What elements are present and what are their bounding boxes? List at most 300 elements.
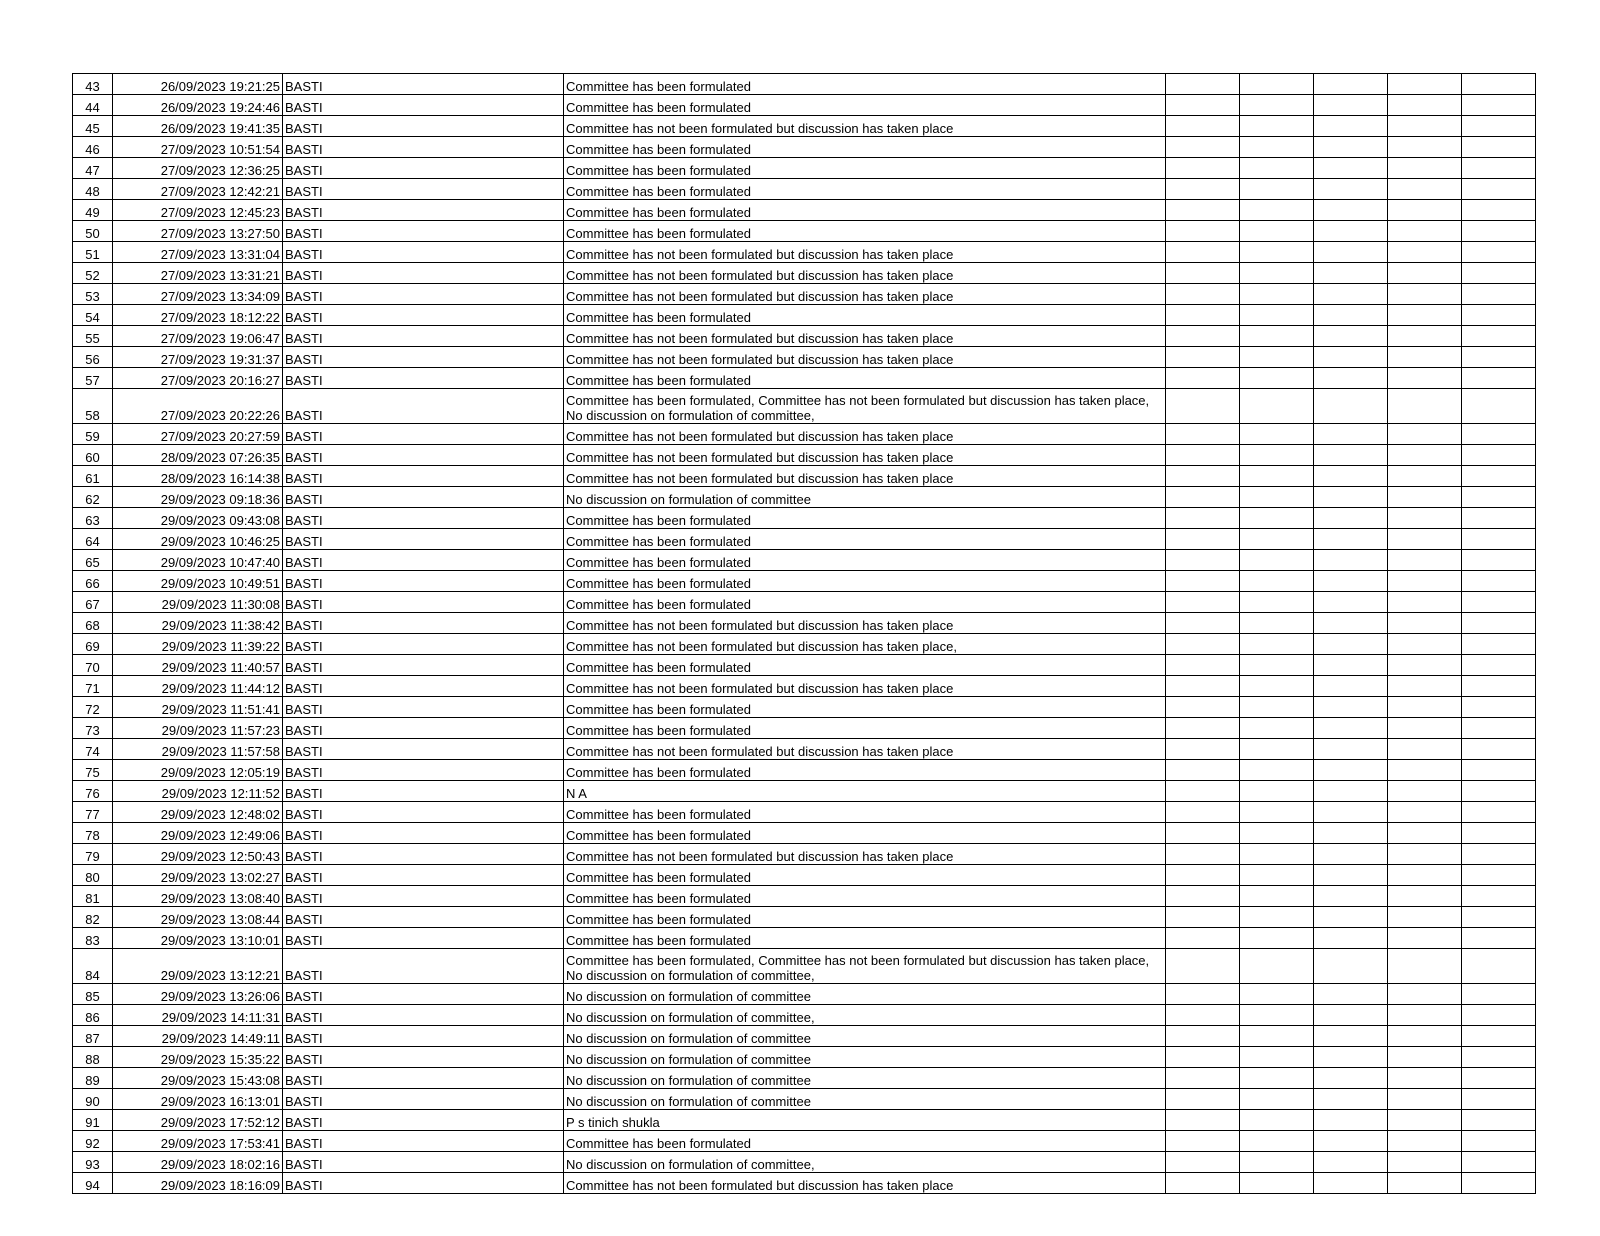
- row-empty-cell: [1462, 1089, 1536, 1110]
- row-empty-cell: [1388, 781, 1462, 802]
- row-empty-cell: [1240, 158, 1314, 179]
- row-empty-cell: [1166, 928, 1240, 949]
- row-district: BASTI: [283, 1047, 564, 1068]
- row-empty-cell: [1462, 424, 1536, 445]
- row-serial-number: 59: [73, 424, 113, 445]
- row-empty-cell: [1166, 802, 1240, 823]
- row-empty-cell: [1314, 697, 1388, 718]
- row-response: Committee has been formulated: [564, 508, 1166, 529]
- row-empty-cell: [1462, 1110, 1536, 1131]
- row-empty-cell: [1388, 445, 1462, 466]
- row-empty-cell: [1462, 1005, 1536, 1026]
- row-empty-cell: [1462, 137, 1536, 158]
- row-empty-cell: [1462, 739, 1536, 760]
- table-row: [73, 592, 1536, 613]
- row-empty-cell: [1240, 634, 1314, 655]
- row-timestamp: 26/09/2023 19:24:46: [113, 95, 283, 116]
- row-empty-cell: [1462, 445, 1536, 466]
- row-response: Committee has not been formulated but discussion has taken place,: [564, 634, 1166, 655]
- row-empty-cell: [1462, 1152, 1536, 1173]
- row-response: No discussion on formulation of committee: [564, 1089, 1166, 1110]
- table-row: [73, 823, 1536, 844]
- row-empty-cell: [1166, 1005, 1240, 1026]
- row-empty-cell: [1462, 1047, 1536, 1068]
- row-empty-cell: [1462, 242, 1536, 263]
- row-empty-cell: [1388, 655, 1462, 676]
- table-row: [73, 263, 1536, 284]
- row-empty-cell: [1240, 1026, 1314, 1047]
- row-response: Committee has not been formulated but discussion has taken place: [564, 263, 1166, 284]
- row-empty-cell: [1314, 823, 1388, 844]
- row-empty-cell: [1314, 1173, 1388, 1194]
- row-empty-cell: [1388, 1068, 1462, 1089]
- row-serial-number: 81: [73, 886, 113, 907]
- row-empty-cell: [1314, 1047, 1388, 1068]
- row-timestamp: 29/09/2023 14:11:31: [113, 1005, 283, 1026]
- row-timestamp: 29/09/2023 12:11:52: [113, 781, 283, 802]
- table-row: [73, 1047, 1536, 1068]
- row-empty-cell: [1240, 823, 1314, 844]
- row-timestamp: 29/09/2023 11:51:41: [113, 697, 283, 718]
- row-district: BASTI: [283, 1005, 564, 1026]
- row-empty-cell: [1240, 466, 1314, 487]
- row-empty-cell: [1240, 263, 1314, 284]
- row-timestamp: 29/09/2023 11:57:23: [113, 718, 283, 739]
- row-empty-cell: [1240, 389, 1314, 424]
- row-district: BASTI: [283, 424, 564, 445]
- row-empty-cell: [1388, 928, 1462, 949]
- table-row: [73, 634, 1536, 655]
- row-timestamp: 29/09/2023 12:50:43: [113, 844, 283, 865]
- row-response: Committee has been formulated: [564, 550, 1166, 571]
- row-timestamp: 26/09/2023 19:41:35: [113, 116, 283, 137]
- row-district: BASTI: [283, 529, 564, 550]
- row-empty-cell: [1166, 550, 1240, 571]
- row-serial-number: 75: [73, 760, 113, 781]
- row-empty-cell: [1314, 613, 1388, 634]
- row-empty-cell: [1388, 1131, 1462, 1152]
- row-empty-cell: [1166, 200, 1240, 221]
- row-district: BASTI: [283, 1152, 564, 1173]
- row-empty-cell: [1388, 760, 1462, 781]
- row-serial-number: 44: [73, 95, 113, 116]
- row-empty-cell: [1240, 284, 1314, 305]
- table-row: [73, 697, 1536, 718]
- table-row: [73, 1110, 1536, 1131]
- row-empty-cell: [1388, 347, 1462, 368]
- row-empty-cell: [1462, 592, 1536, 613]
- row-empty-cell: [1388, 634, 1462, 655]
- row-empty-cell: [1166, 592, 1240, 613]
- row-empty-cell: [1462, 886, 1536, 907]
- row-empty-cell: [1314, 368, 1388, 389]
- row-timestamp: 27/09/2023 13:31:21: [113, 263, 283, 284]
- row-response: Committee has not been formulated but discussion has taken place: [564, 445, 1166, 466]
- row-empty-cell: [1388, 886, 1462, 907]
- row-empty-cell: [1166, 74, 1240, 95]
- row-district: BASTI: [283, 95, 564, 116]
- row-empty-cell: [1388, 550, 1462, 571]
- row-empty-cell: [1388, 739, 1462, 760]
- row-empty-cell: [1240, 886, 1314, 907]
- row-empty-cell: [1166, 949, 1240, 984]
- row-empty-cell: [1314, 655, 1388, 676]
- row-empty-cell: [1314, 1005, 1388, 1026]
- table-row: [73, 949, 1536, 984]
- table-row: [73, 844, 1536, 865]
- row-timestamp: 29/09/2023 13:02:27: [113, 865, 283, 886]
- row-response: Committee has not been formulated but discussion has taken place: [564, 613, 1166, 634]
- row-district: BASTI: [283, 1131, 564, 1152]
- row-district: BASTI: [283, 137, 564, 158]
- row-serial-number: 46: [73, 137, 113, 158]
- row-empty-cell: [1166, 865, 1240, 886]
- row-empty-cell: [1314, 424, 1388, 445]
- row-empty-cell: [1240, 137, 1314, 158]
- row-empty-cell: [1462, 389, 1536, 424]
- row-serial-number: 58: [73, 389, 113, 424]
- row-empty-cell: [1462, 823, 1536, 844]
- table-row: [73, 802, 1536, 823]
- row-empty-cell: [1314, 242, 1388, 263]
- row-district: BASTI: [283, 466, 564, 487]
- row-empty-cell: [1240, 550, 1314, 571]
- row-empty-cell: [1240, 368, 1314, 389]
- row-empty-cell: [1388, 305, 1462, 326]
- row-district: BASTI: [283, 242, 564, 263]
- row-empty-cell: [1462, 865, 1536, 886]
- row-district: BASTI: [283, 949, 564, 984]
- table-row: [73, 739, 1536, 760]
- row-district: BASTI: [283, 445, 564, 466]
- row-empty-cell: [1388, 1089, 1462, 1110]
- row-empty-cell: [1314, 1152, 1388, 1173]
- row-empty-cell: [1462, 571, 1536, 592]
- row-empty-cell: [1166, 508, 1240, 529]
- row-empty-cell: [1166, 823, 1240, 844]
- row-timestamp: 29/09/2023 13:08:40: [113, 886, 283, 907]
- row-serial-number: 45: [73, 116, 113, 137]
- row-response: Committee has been formulated: [564, 886, 1166, 907]
- row-district: BASTI: [283, 116, 564, 137]
- row-timestamp: 29/09/2023 15:43:08: [113, 1068, 283, 1089]
- row-serial-number: 86: [73, 1005, 113, 1026]
- row-empty-cell: [1314, 760, 1388, 781]
- row-empty-cell: [1314, 1131, 1388, 1152]
- row-district: BASTI: [283, 74, 564, 95]
- row-empty-cell: [1240, 613, 1314, 634]
- row-empty-cell: [1388, 571, 1462, 592]
- row-serial-number: 84: [73, 949, 113, 984]
- row-empty-cell: [1462, 74, 1536, 95]
- row-timestamp: 29/09/2023 13:26:06: [113, 984, 283, 1005]
- row-empty-cell: [1388, 179, 1462, 200]
- row-empty-cell: [1166, 284, 1240, 305]
- row-response: Committee has been formulated: [564, 907, 1166, 928]
- row-serial-number: 64: [73, 529, 113, 550]
- row-empty-cell: [1314, 676, 1388, 697]
- row-empty-cell: [1166, 844, 1240, 865]
- table-row: [73, 158, 1536, 179]
- row-timestamp: 29/09/2023 11:30:08: [113, 592, 283, 613]
- row-empty-cell: [1388, 984, 1462, 1005]
- row-empty-cell: [1462, 949, 1536, 984]
- row-serial-number: 53: [73, 284, 113, 305]
- row-empty-cell: [1314, 739, 1388, 760]
- row-timestamp: 29/09/2023 13:12:21: [113, 949, 283, 984]
- row-response: Committee has been formulated: [564, 1131, 1166, 1152]
- row-empty-cell: [1462, 305, 1536, 326]
- row-empty-cell: [1314, 907, 1388, 928]
- row-empty-cell: [1240, 529, 1314, 550]
- row-serial-number: 62: [73, 487, 113, 508]
- row-empty-cell: [1240, 1173, 1314, 1194]
- row-empty-cell: [1314, 200, 1388, 221]
- row-serial-number: 63: [73, 508, 113, 529]
- row-response: Committee has been formulated: [564, 928, 1166, 949]
- row-empty-cell: [1240, 865, 1314, 886]
- row-serial-number: 83: [73, 928, 113, 949]
- row-empty-cell: [1240, 1089, 1314, 1110]
- row-empty-cell: [1388, 95, 1462, 116]
- row-district: BASTI: [283, 928, 564, 949]
- row-empty-cell: [1240, 655, 1314, 676]
- row-timestamp: 29/09/2023 12:49:06: [113, 823, 283, 844]
- row-response: No discussion on formulation of committee,: [564, 1005, 1166, 1026]
- row-empty-cell: [1240, 445, 1314, 466]
- row-empty-cell: [1314, 802, 1388, 823]
- row-district: BASTI: [283, 655, 564, 676]
- row-response: Committee has been formulated: [564, 74, 1166, 95]
- row-empty-cell: [1388, 137, 1462, 158]
- row-empty-cell: [1388, 592, 1462, 613]
- row-empty-cell: [1166, 984, 1240, 1005]
- row-empty-cell: [1388, 823, 1462, 844]
- row-district: BASTI: [283, 1089, 564, 1110]
- row-timestamp: 29/09/2023 17:53:41: [113, 1131, 283, 1152]
- row-empty-cell: [1314, 1068, 1388, 1089]
- row-district: BASTI: [283, 676, 564, 697]
- row-response: No discussion on formulation of committee: [564, 984, 1166, 1005]
- row-serial-number: 61: [73, 466, 113, 487]
- row-empty-cell: [1166, 781, 1240, 802]
- row-serial-number: 55: [73, 326, 113, 347]
- row-timestamp: 28/09/2023 07:26:35: [113, 445, 283, 466]
- row-response: No discussion on formulation of committee,: [564, 1152, 1166, 1173]
- row-serial-number: 60: [73, 445, 113, 466]
- row-timestamp: 29/09/2023 17:52:12: [113, 1110, 283, 1131]
- row-empty-cell: [1166, 466, 1240, 487]
- row-empty-cell: [1314, 865, 1388, 886]
- row-empty-cell: [1314, 984, 1388, 1005]
- row-timestamp: 27/09/2023 12:36:25: [113, 158, 283, 179]
- row-timestamp: 29/09/2023 14:49:11: [113, 1026, 283, 1047]
- row-serial-number: 94: [73, 1173, 113, 1194]
- row-empty-cell: [1240, 1005, 1314, 1026]
- table-row: [73, 242, 1536, 263]
- row-empty-cell: [1388, 466, 1462, 487]
- table-row: [73, 389, 1536, 424]
- table-row: [73, 865, 1536, 886]
- row-empty-cell: [1240, 242, 1314, 263]
- table-row: [73, 613, 1536, 634]
- row-timestamp: 27/09/2023 19:06:47: [113, 326, 283, 347]
- row-district: BASTI: [283, 368, 564, 389]
- row-empty-cell: [1314, 487, 1388, 508]
- row-empty-cell: [1462, 1173, 1536, 1194]
- row-district: BASTI: [283, 802, 564, 823]
- row-empty-cell: [1240, 424, 1314, 445]
- row-district: BASTI: [283, 158, 564, 179]
- row-serial-number: 71: [73, 676, 113, 697]
- table-row: [73, 347, 1536, 368]
- row-serial-number: 91: [73, 1110, 113, 1131]
- row-empty-cell: [1314, 634, 1388, 655]
- row-empty-cell: [1462, 466, 1536, 487]
- row-serial-number: 82: [73, 907, 113, 928]
- row-empty-cell: [1314, 1110, 1388, 1131]
- row-timestamp: 27/09/2023 10:51:54: [113, 137, 283, 158]
- row-empty-cell: [1314, 886, 1388, 907]
- row-response: Committee has been formulated: [564, 697, 1166, 718]
- row-empty-cell: [1240, 305, 1314, 326]
- row-district: BASTI: [283, 200, 564, 221]
- row-empty-cell: [1240, 1047, 1314, 1068]
- row-response: Committee has been formulated: [564, 802, 1166, 823]
- row-empty-cell: [1462, 487, 1536, 508]
- row-empty-cell: [1240, 326, 1314, 347]
- table-row: [73, 305, 1536, 326]
- row-empty-cell: [1462, 928, 1536, 949]
- row-empty-cell: [1166, 718, 1240, 739]
- row-empty-cell: [1462, 95, 1536, 116]
- row-empty-cell: [1240, 508, 1314, 529]
- row-district: BASTI: [283, 760, 564, 781]
- row-empty-cell: [1388, 74, 1462, 95]
- row-serial-number: 70: [73, 655, 113, 676]
- row-empty-cell: [1240, 1131, 1314, 1152]
- row-empty-cell: [1388, 718, 1462, 739]
- table-row: [73, 445, 1536, 466]
- row-timestamp: 27/09/2023 19:31:37: [113, 347, 283, 368]
- row-response: Committee has been formulated, Committee has not been formulated but discussion has taken place, No discussion on formulation of committee,: [564, 949, 1166, 984]
- row-empty-cell: [1314, 445, 1388, 466]
- row-empty-cell: [1462, 760, 1536, 781]
- row-empty-cell: [1388, 613, 1462, 634]
- row-empty-cell: [1166, 263, 1240, 284]
- row-empty-cell: [1462, 200, 1536, 221]
- table-row: [73, 200, 1536, 221]
- row-response: Committee has been formulated: [564, 368, 1166, 389]
- row-empty-cell: [1388, 487, 1462, 508]
- row-response: No discussion on formulation of committee: [564, 487, 1166, 508]
- table-row: [73, 781, 1536, 802]
- row-empty-cell: [1462, 984, 1536, 1005]
- row-timestamp: 29/09/2023 10:46:25: [113, 529, 283, 550]
- row-serial-number: 89: [73, 1068, 113, 1089]
- table-row: [73, 221, 1536, 242]
- row-empty-cell: [1462, 1068, 1536, 1089]
- row-empty-cell: [1314, 137, 1388, 158]
- row-response: No discussion on formulation of committee: [564, 1068, 1166, 1089]
- table-row: [73, 74, 1536, 95]
- row-empty-cell: [1314, 949, 1388, 984]
- table-row: [73, 368, 1536, 389]
- row-district: BASTI: [283, 823, 564, 844]
- row-response: Committee has been formulated: [564, 221, 1166, 242]
- row-serial-number: 74: [73, 739, 113, 760]
- row-serial-number: 67: [73, 592, 113, 613]
- row-empty-cell: [1166, 634, 1240, 655]
- row-response: Committee has not been formulated but discussion has taken place: [564, 1173, 1166, 1194]
- row-timestamp: 27/09/2023 13:34:09: [113, 284, 283, 305]
- table-row: [73, 137, 1536, 158]
- row-empty-cell: [1462, 508, 1536, 529]
- row-timestamp: 27/09/2023 20:22:26: [113, 389, 283, 424]
- row-timestamp: 27/09/2023 12:42:21: [113, 179, 283, 200]
- row-empty-cell: [1462, 634, 1536, 655]
- row-empty-cell: [1240, 676, 1314, 697]
- row-empty-cell: [1314, 179, 1388, 200]
- row-empty-cell: [1388, 1005, 1462, 1026]
- row-response: Committee has not been formulated but discussion has taken place: [564, 242, 1166, 263]
- row-empty-cell: [1462, 781, 1536, 802]
- table-row: [73, 326, 1536, 347]
- row-serial-number: 69: [73, 634, 113, 655]
- row-response: Committee has not been formulated but discussion has taken place: [564, 424, 1166, 445]
- row-response: Committee has not been formulated but discussion has taken place: [564, 844, 1166, 865]
- table-row: [73, 655, 1536, 676]
- row-timestamp: 29/09/2023 11:39:22: [113, 634, 283, 655]
- row-timestamp: 29/09/2023 13:08:44: [113, 907, 283, 928]
- row-timestamp: 29/09/2023 09:18:36: [113, 487, 283, 508]
- row-empty-cell: [1166, 137, 1240, 158]
- row-empty-cell: [1388, 424, 1462, 445]
- row-empty-cell: [1314, 116, 1388, 137]
- row-empty-cell: [1166, 1173, 1240, 1194]
- row-empty-cell: [1240, 949, 1314, 984]
- row-response: Committee has been formulated, Committee has not been formulated but discussion has taken place, No discussion on formulation of committee,: [564, 389, 1166, 424]
- row-empty-cell: [1166, 571, 1240, 592]
- row-response: Committee has been formulated: [564, 718, 1166, 739]
- row-serial-number: 66: [73, 571, 113, 592]
- row-empty-cell: [1388, 802, 1462, 823]
- row-district: BASTI: [283, 865, 564, 886]
- row-empty-cell: [1388, 116, 1462, 137]
- row-district: BASTI: [283, 263, 564, 284]
- row-response: P s tinich shukla: [564, 1110, 1166, 1131]
- row-response: No discussion on formulation of committee: [564, 1047, 1166, 1068]
- row-empty-cell: [1240, 802, 1314, 823]
- row-district: BASTI: [283, 613, 564, 634]
- row-serial-number: 57: [73, 368, 113, 389]
- table-row: [73, 1005, 1536, 1026]
- table-row: [73, 550, 1536, 571]
- row-timestamp: 29/09/2023 09:43:08: [113, 508, 283, 529]
- row-district: BASTI: [283, 571, 564, 592]
- row-district: BASTI: [283, 1110, 564, 1131]
- row-empty-cell: [1388, 1152, 1462, 1173]
- row-empty-cell: [1388, 1047, 1462, 1068]
- table-row: [73, 1152, 1536, 1173]
- row-district: BASTI: [283, 634, 564, 655]
- row-district: BASTI: [283, 907, 564, 928]
- row-district: BASTI: [283, 305, 564, 326]
- row-empty-cell: [1240, 95, 1314, 116]
- row-empty-cell: [1388, 949, 1462, 984]
- row-empty-cell: [1166, 158, 1240, 179]
- table-row: [73, 487, 1536, 508]
